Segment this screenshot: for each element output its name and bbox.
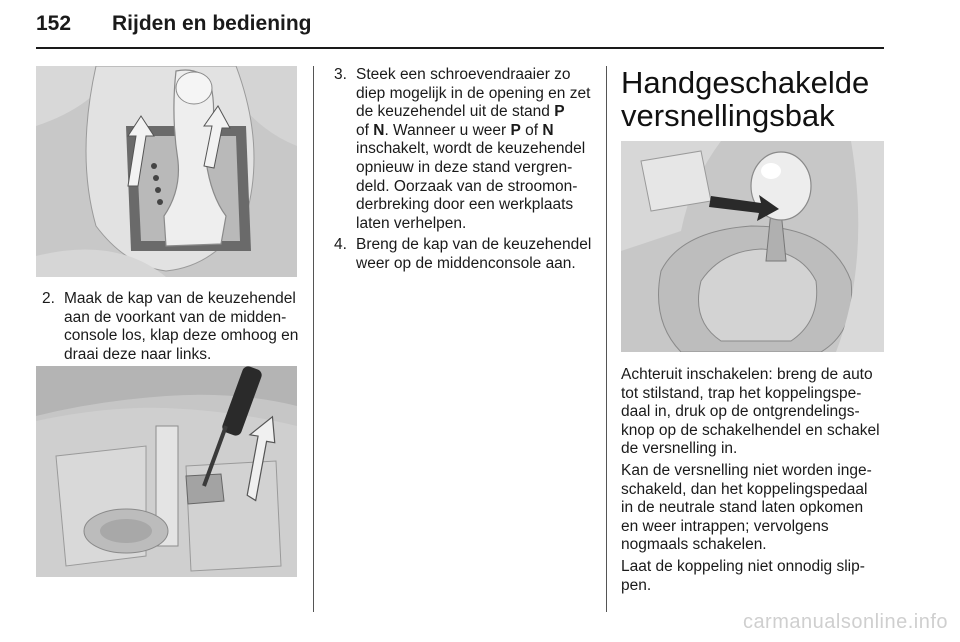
gear-position-n: N: [542, 121, 554, 139]
page-number: 152: [36, 12, 72, 35]
step-text-line: draai deze naar links.: [64, 345, 212, 363]
step-text-line: aan de voorkant van de midden-: [64, 308, 287, 326]
gear-position-p: P: [554, 103, 565, 121]
step-text-line: diep mogelijk in de opening en zet: [356, 84, 591, 102]
figure-screwdriver: [36, 366, 297, 577]
paragraph-gear-not-engaging: Kan de versnelling niet worden inge- schakeld, dan het koppelingspedaal in de neutrale stand laten opkomen en weer intrappen; vervolgens nogmaals schakelen.: [621, 462, 872, 554]
figure-manual-gearshift: [621, 141, 884, 352]
figure-selector-lever: [36, 66, 297, 277]
gear-position-p: P: [510, 121, 521, 139]
step-text-line: console los, klap deze omhoog en: [64, 327, 299, 345]
step-text-line: Breng de kap van de keuzehendel: [356, 236, 592, 253]
selector-lever-illustration: [36, 66, 297, 277]
paragraph-reverse-gear: Achteruit inschakelen: breng de auto tot stilstand, trap het koppelingspe- daal in, druk op de ontgrendelings- knop op de schakelhendel en schakel de versnelling in.: [621, 366, 880, 458]
screwdriver-illustration: [36, 366, 297, 577]
paragraph-clutch-slip: Laat de koppeling niet onnodig slip- pen.: [621, 558, 865, 594]
step-text-line: inschakelt, wordt de keuzehendel: [356, 140, 586, 158]
column-divider-right: [606, 66, 607, 612]
running-title: Rijden en bediening: [112, 12, 312, 35]
step-text-line: of N. Wanneer u weer P of N: [356, 121, 554, 139]
step-number: 2.: [42, 290, 55, 307]
section-title: Handgeschakelde versnellingsbak: [621, 65, 870, 133]
step-text-line: de keuzehendel uit de stand P: [356, 103, 565, 121]
step-text-line: weer op de middenconsole aan.: [356, 254, 576, 272]
column-divider-left: [313, 66, 314, 612]
step-text-line: Steek een schroevendraaier zo: [356, 66, 571, 83]
header-rule: [36, 47, 884, 49]
step-number: 3.: [334, 66, 347, 83]
step-text-line: laten verhelpen.: [356, 214, 467, 232]
step-text-line: Maak de kap van de keuzehendel: [64, 290, 296, 307]
step-number: 4.: [334, 236, 347, 253]
step-text-line: derbreking door een werkplaats: [356, 196, 574, 214]
gear-position-n: N: [373, 121, 385, 139]
manual-gearshift-illustration: [621, 141, 884, 352]
step-text-line: opnieuw in deze stand vergren-: [356, 158, 573, 176]
watermark: carmanualsonline.info: [742, 611, 948, 633]
step-text-line: deld. Oorzaak van de stroomon-: [356, 177, 578, 195]
